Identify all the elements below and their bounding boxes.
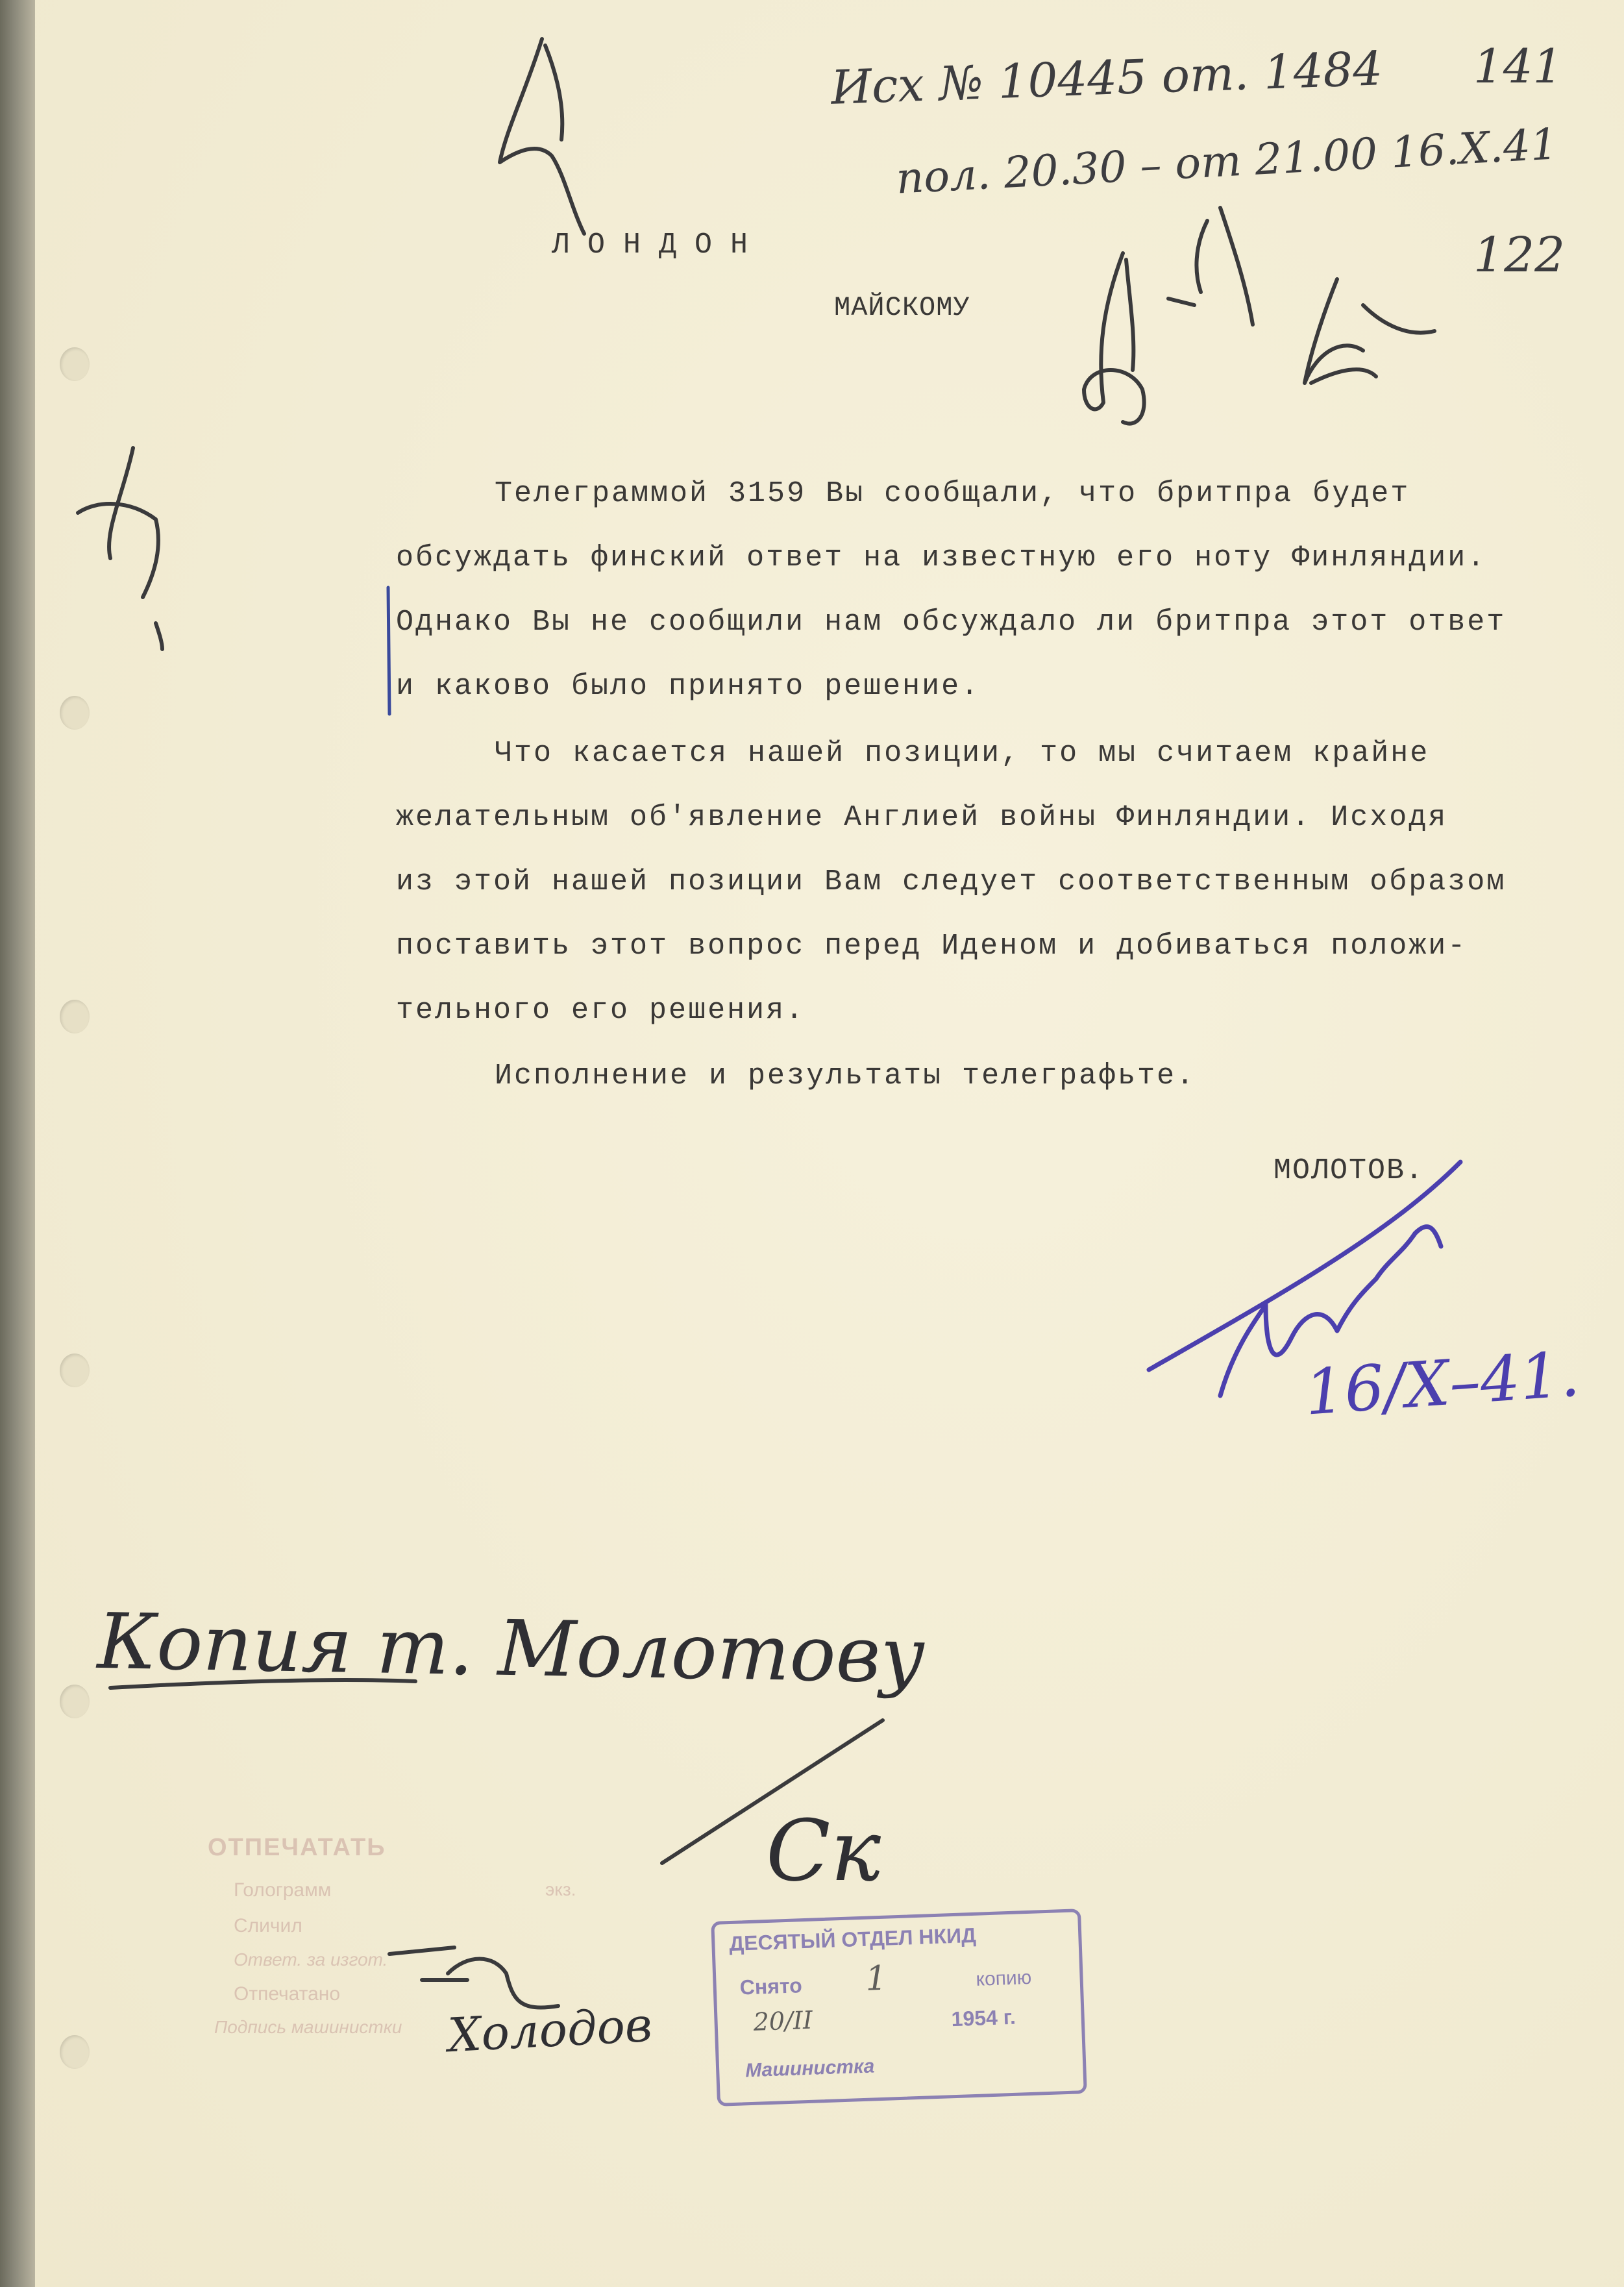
typist-name: Холодов bbox=[447, 1997, 654, 2063]
sheet-number: 141 bbox=[1473, 39, 1563, 93]
body-line: Однако Вы не сообщили нам обсуждало ли бритпра этот ответ bbox=[396, 606, 1507, 639]
stamp-row: Сличил bbox=[234, 1915, 302, 1936]
outgoing-number-note: Исх № 10445 от. 1484 bbox=[830, 41, 1384, 115]
print-order-stamp bbox=[208, 1834, 597, 2037]
stamp-row: Подпись машинистки bbox=[214, 2017, 402, 2037]
department-stamp bbox=[711, 1909, 1087, 2107]
body-line: поставить этот вопрос перед Иденом и добиваться положи- bbox=[396, 930, 1468, 963]
stamp-row: Отпечатано bbox=[234, 1983, 341, 2005]
body-line: обсуждать финский ответ на известную его ноту Финляндии. bbox=[396, 541, 1487, 575]
body-line: и каково было принято решение. bbox=[396, 670, 981, 703]
body-line: Исполнение и результаты телеграфьте. bbox=[495, 1059, 1196, 1093]
folio-number: 122 bbox=[1473, 227, 1566, 283]
stamp-value: 1 bbox=[865, 1959, 888, 1999]
stamp-row: Голограмм bbox=[234, 1879, 332, 1901]
initials-bottom: Ск bbox=[766, 1801, 881, 1900]
body-line: из этой нашей позиции Вам следует соответственным образом bbox=[396, 865, 1507, 898]
body-line: тельного его решения. bbox=[396, 994, 806, 1027]
time-note: пол. 20.30 – от 21.00 16.X.41 bbox=[894, 119, 1559, 204]
stamp-title: ДЕСЯТЫЙ ОТДЕЛ НКИД bbox=[728, 1923, 977, 1956]
body-line: Что касается нашей позиции, то мы считаем крайне bbox=[495, 737, 1430, 770]
copy-note: Копия т. Молотову bbox=[96, 1596, 926, 1701]
addressee-name: МАЙСКОМУ bbox=[834, 292, 970, 323]
stamp-row: Ответ. за изгот. bbox=[234, 1949, 388, 1970]
addressee-city: ЛОНДОН bbox=[552, 229, 767, 262]
stamp-suffix: экз. bbox=[545, 1879, 576, 1899]
stamp-year: 1954 г. bbox=[951, 2005, 1016, 2031]
stamp-typist-label: Машинистка bbox=[744, 2055, 875, 2082]
stamp-date: 20/II bbox=[752, 2005, 813, 2036]
body-line: Телеграммой 3159 Вы сообщали, что бритпра будет bbox=[495, 477, 1410, 510]
signature-date: 16/X–41. bbox=[1302, 1337, 1582, 1429]
body-line: желательным об'явление Англией войны Финляндии. Исходя bbox=[396, 801, 1448, 834]
stamp-label: Снято bbox=[739, 1973, 803, 1999]
stamp-title: ОТПЕЧАТАТЬ bbox=[208, 1834, 386, 1861]
typed-signature: МОЛОТОВ. bbox=[1273, 1154, 1425, 1187]
stamp-suffix: копию bbox=[975, 1966, 1032, 1990]
